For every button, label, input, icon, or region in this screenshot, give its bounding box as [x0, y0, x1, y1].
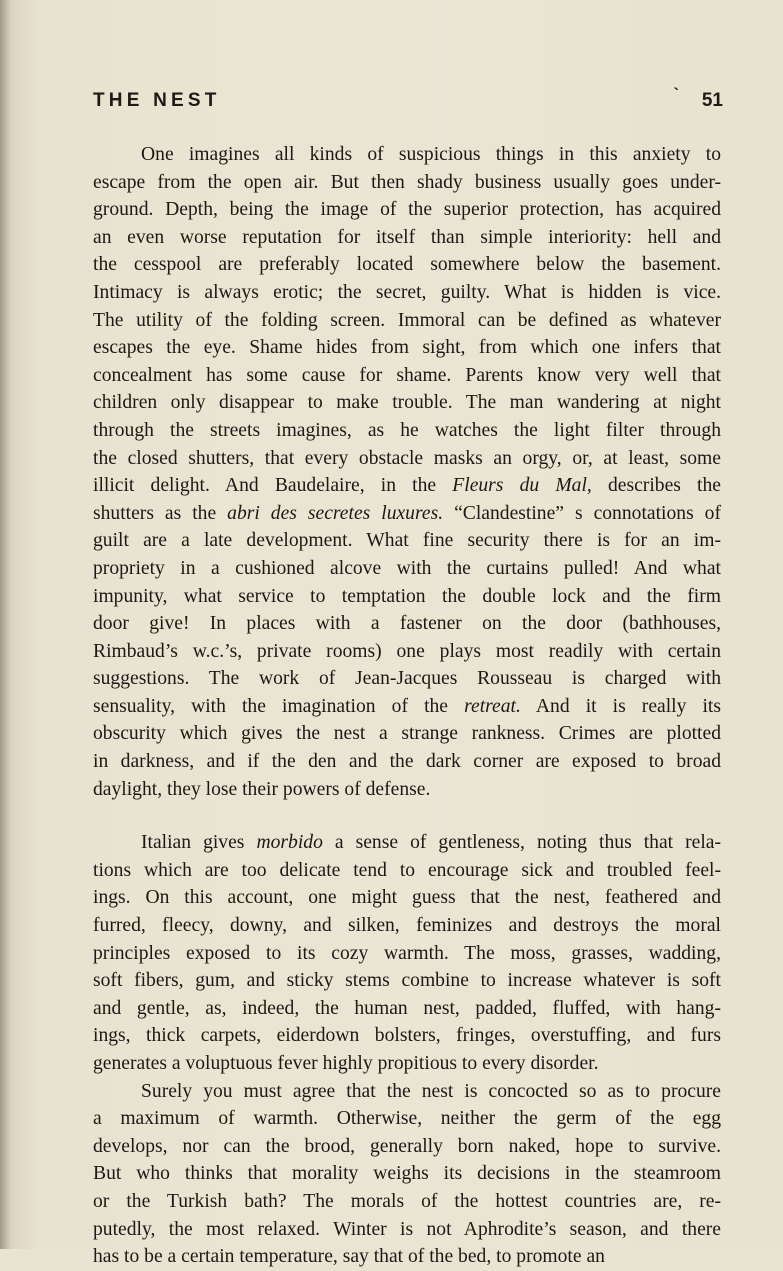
text-line [93, 472, 721, 500]
text-line [93, 912, 721, 940]
text-line [93, 1243, 721, 1271]
text-line [93, 1133, 721, 1161]
text-line [93, 169, 721, 197]
text-run: children only disappear to make trouble. The man wandering at night [93, 392, 721, 414]
text-line [93, 720, 721, 748]
text-line [93, 251, 721, 279]
text-line [93, 776, 721, 804]
text-run: Rimbaud’s w.c.’s, private rooms) one plays most readily with certain [93, 640, 721, 662]
text-run: obscurity which gives the nest a strange rankness. Crimes are plotted [93, 723, 721, 745]
text-line [93, 583, 721, 611]
text-run: generates a voluptuous fever highly propitious to every disorder. [93, 1053, 599, 1074]
text-run: escape from the open air. But then shady business usually goes under- [93, 171, 721, 193]
text-run: has to be a certain temperature, say that of the bed, to promote an [93, 1246, 605, 1268]
text-run: furred, fleecy, downy, and silken, feminizes and destroys the moral [93, 915, 721, 937]
paragraph-3 [93, 1078, 721, 1271]
text-line [93, 141, 721, 169]
text-run: putedly, the most relaxed. Winter is not Aphrodite’s season, and there [93, 1218, 721, 1240]
text-line [93, 1160, 721, 1188]
text-line [93, 445, 721, 473]
text-run: ings. On this account, one might guess that the nest, feathered and [93, 887, 721, 909]
text-line [93, 334, 721, 362]
text-line [93, 555, 721, 583]
text-run: Intimacy is always erotic; the secret, guilty. What is hidden is vice. [93, 281, 721, 303]
text-run: soft fibers, gum, and sticky stems combine to increase whatever is soft [93, 970, 721, 992]
text-line [93, 1105, 721, 1133]
text-run: the closed shutters, that every obstacle masks an orgy, or, at least, some [93, 447, 721, 469]
text-line [93, 1022, 721, 1050]
body-text [93, 141, 721, 1271]
text-run: and gentle, as, indeed, the human nest, padded, fluffed, with hang- [93, 997, 721, 1019]
text-run: shutters as the [93, 502, 228, 524]
text-line [93, 829, 721, 857]
text-line [93, 362, 721, 390]
text-run: propriety in a cushioned alcove with the curtains pulled! And what [93, 557, 721, 579]
text-run: illicit delight. And Baudelaire, in the [93, 475, 453, 497]
text-run: Italian gives [141, 832, 257, 854]
paragraph-1 [93, 141, 721, 803]
text-run: impunity, what service to temptation the double lock and the firm [93, 585, 721, 607]
text-run: a sense of gentleness, noting thus that rela- [322, 832, 722, 854]
text-run: the cesspool are preferably located somewhere below the basement. [93, 254, 721, 276]
text-line [93, 857, 721, 885]
paragraph-gap [93, 803, 721, 829]
running-header [93, 88, 723, 118]
text-run: “Clandestine” s connotations of [443, 502, 721, 524]
paragraph-2 [93, 829, 721, 1077]
text-line [93, 995, 721, 1023]
running-title: THE NEST [93, 90, 221, 111]
text-run: ings, thick carpets, eiderdown bolsters, fringes, overstuffing, and furs [93, 1025, 721, 1047]
text-run: door give! In places with a fastener on the door (bathhouses, [93, 613, 721, 635]
text-line [93, 1078, 721, 1106]
text-line [93, 1188, 721, 1216]
text-run: sensuality, with the imagination of the [93, 695, 465, 717]
tick-mark: ` [673, 86, 679, 103]
text-run: escapes the eye. Shame hides from sight, from which one infers that [93, 337, 721, 359]
text-run: One imagines all kinds of suspicious things in this anxiety to [141, 144, 721, 165]
text-run: But who thinks that morality weighs its decisions in the steamroom [93, 1163, 721, 1185]
text-run: develops, nor can the brood, generally born naked, hope to survive. [93, 1135, 721, 1157]
italic-phrase: retreat. [464, 695, 521, 717]
text-line [93, 610, 721, 638]
text-line [93, 884, 721, 912]
text-line [93, 693, 721, 721]
text-line [93, 279, 721, 307]
text-line [93, 1216, 721, 1244]
text-run: tions which are too delicate tend to encourage sick and troubled feel- [93, 859, 721, 881]
text-run: a maximum of warmth. Otherwise, neither the germ of the egg [93, 1108, 721, 1130]
text-line [93, 389, 721, 417]
text-line [93, 1050, 721, 1078]
text-run: concealment has some cause for shame. Parents know very well that [93, 364, 721, 386]
binding-shadow [0, 0, 10, 1249]
text-run: through the streets imagines, as he watches the light filter through [93, 419, 721, 441]
text-line [93, 940, 721, 968]
text-line [93, 500, 721, 528]
text-run: ground. Depth, being the image of the superior protection, has acquired [93, 199, 721, 221]
text-run: suggestions. The work of Jean-Jacques Rousseau is charged with [93, 668, 721, 690]
italic-phrase: abri des secretes luxures. [227, 502, 444, 524]
text-run: an even worse reputation for itself than simple interiority: hell and [93, 226, 721, 248]
page-number: 51 [701, 90, 723, 111]
text-line [93, 967, 721, 995]
text-line [93, 638, 721, 666]
text-line [93, 665, 721, 693]
text-line [93, 748, 721, 776]
text-line [93, 224, 721, 252]
italic-phrase: morbido [256, 832, 323, 854]
text-run: And it is really its [520, 695, 721, 717]
text-run: guilt are a late development. What fine security there is for an im- [93, 530, 721, 552]
text-line [93, 307, 721, 335]
text-run: or the Turkish bath? The morals of the hottest countries are, re- [93, 1190, 721, 1212]
text-run: Surely you must agree that the nest is concocted so as to procure [141, 1080, 721, 1102]
text-line [93, 527, 721, 555]
text-line [93, 196, 721, 224]
text-run: in darkness, and if the den and the dark corner are exposed to broad [93, 751, 721, 773]
text-run: The utility of the folding screen. Immoral can be defined as whatever [93, 309, 721, 331]
italic-phrase: Fleurs du Mal, [452, 475, 592, 497]
text-run: describes the [591, 475, 721, 497]
text-run: daylight, they lose their powers of defense. [93, 778, 431, 800]
text-line [93, 417, 721, 445]
text-run: principles exposed to its cozy warmth. The moss, grasses, wadding, [93, 942, 721, 964]
